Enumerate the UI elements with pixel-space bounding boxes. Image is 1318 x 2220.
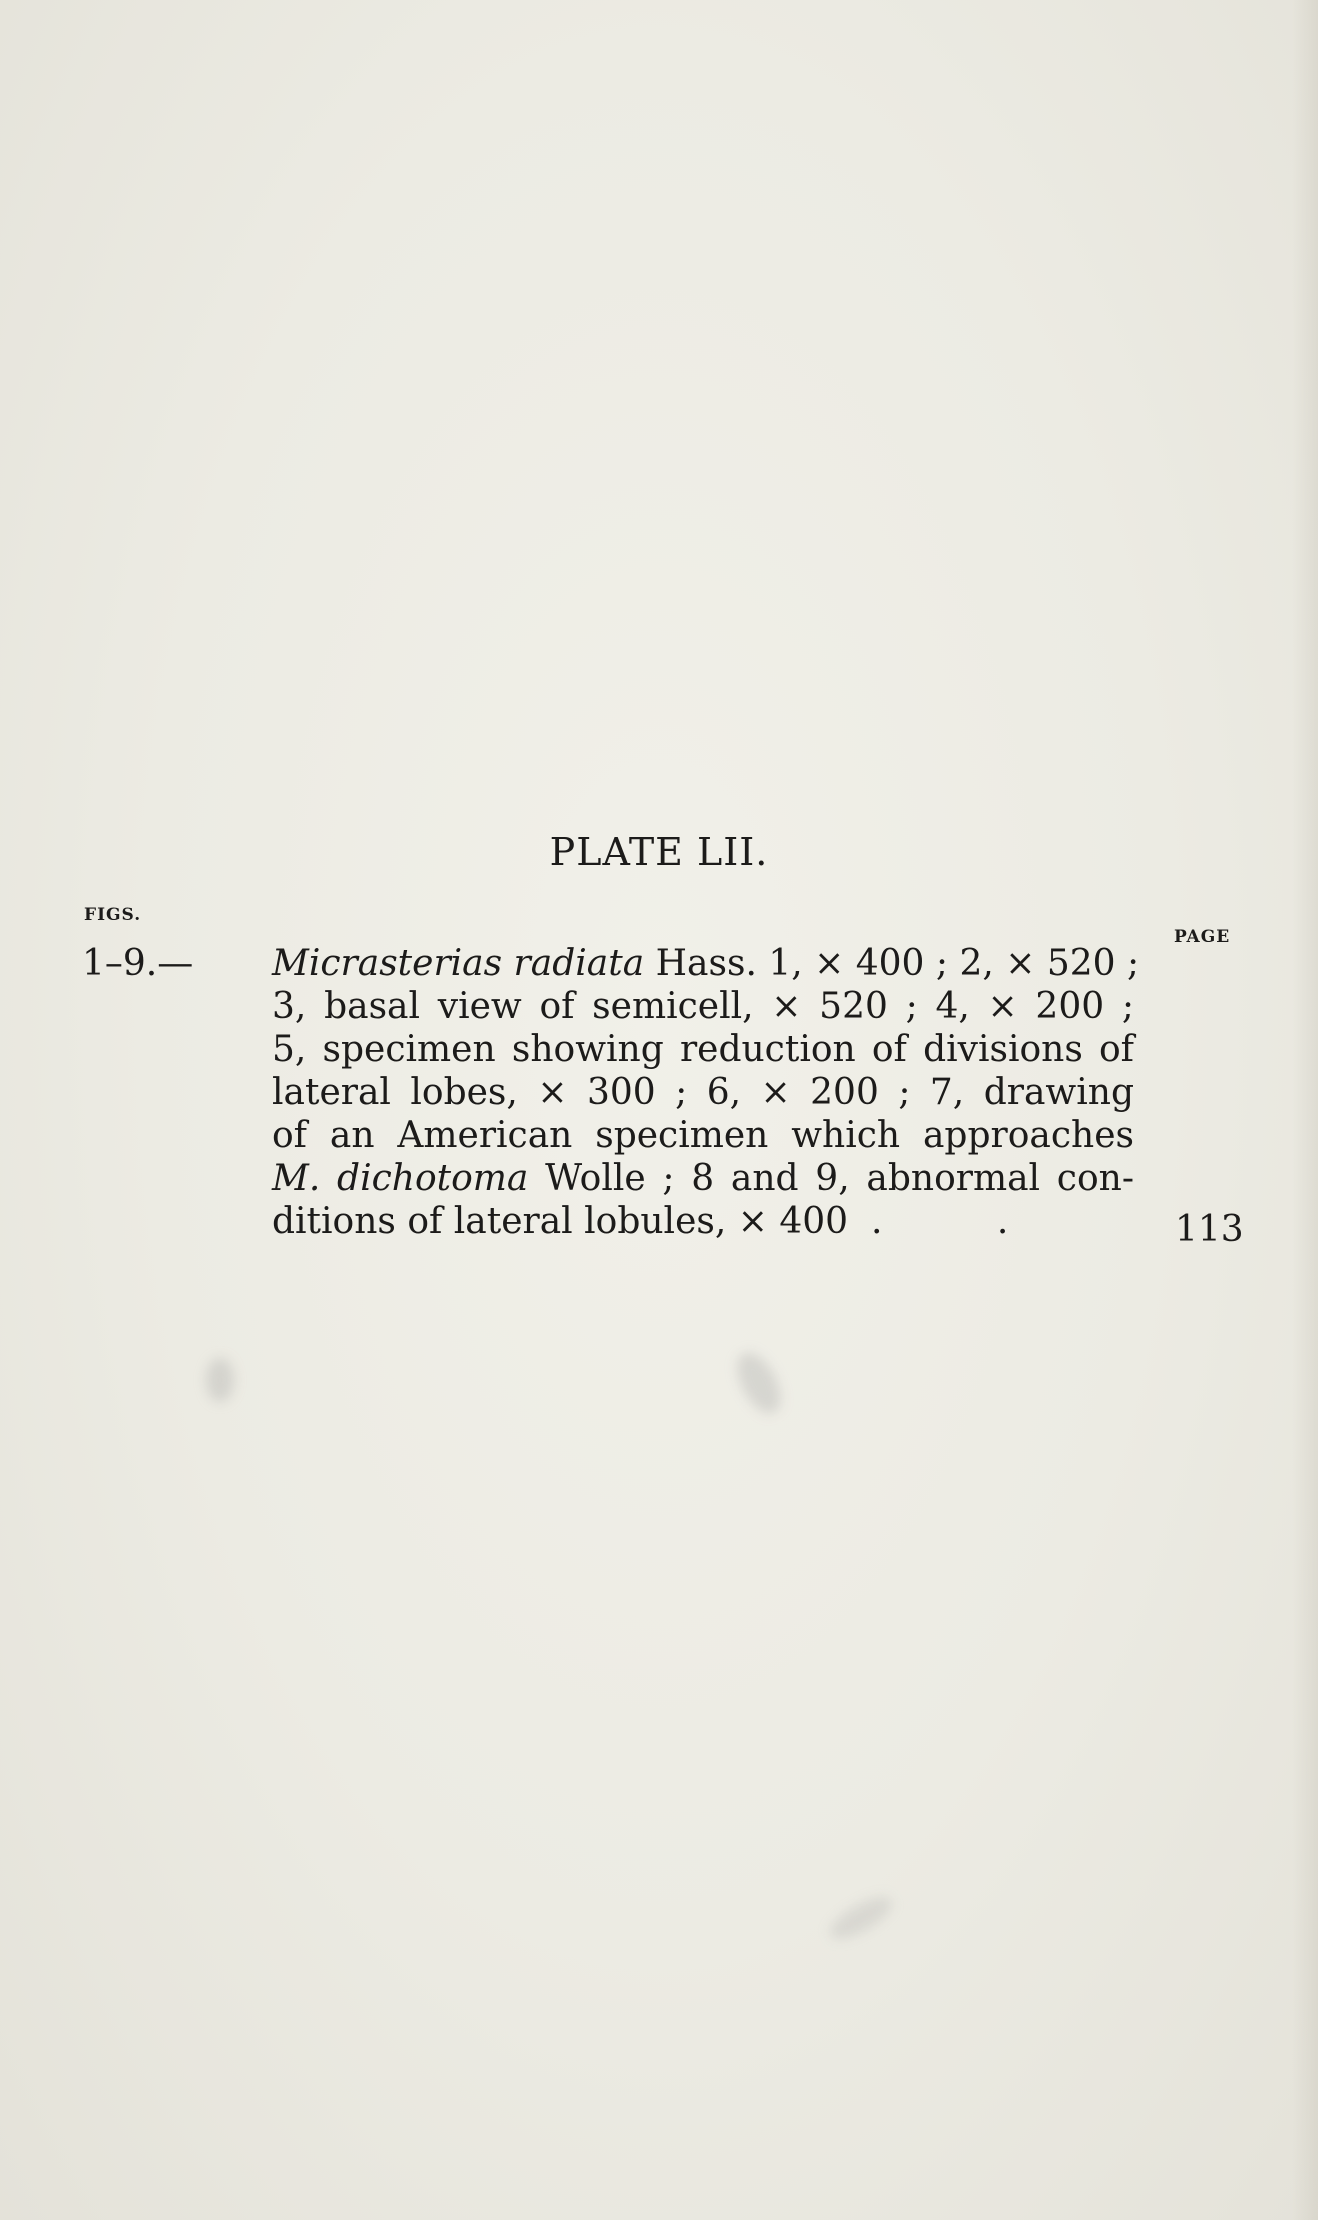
figs-column-label: FIGS.	[84, 905, 142, 925]
species-name: M. dichotoma	[272, 1158, 529, 1199]
page-column-label: PAGE	[1174, 927, 1231, 947]
paper-smudge	[728, 1346, 789, 1420]
caption-line	[272, 1157, 1134, 1200]
paper-smudge	[824, 1889, 898, 1947]
page-reference: 113	[1175, 1209, 1244, 1250]
caption-line: of an American specimen which approaches	[272, 1115, 1134, 1156]
paper-smudge	[206, 1358, 234, 1402]
caption-line	[272, 942, 1140, 985]
caption-text: ditions of lateral lobules, × 400	[272, 1201, 849, 1242]
caption-line: 5, specimen showing reduction of divisions of	[272, 1029, 1134, 1070]
caption-line: lateral lobes, × 300 ; 6, × 200 ; 7, drawing	[272, 1072, 1134, 1113]
dot-leader: . .	[848, 1201, 1009, 1242]
plate-title: PLATE LII.	[549, 830, 769, 874]
species-name: Micrasterias radiata	[272, 943, 645, 984]
figure-range: 1–9.—	[82, 943, 194, 984]
page-edge-shadow	[1292, 0, 1318, 2220]
caption-text: Wolle ; 8 and 9, abnormal con-	[528, 1158, 1134, 1199]
caption-line	[272, 1200, 1134, 1243]
figure-caption-entry	[82, 942, 1140, 1243]
caption-line: 3, basal view of semicell, × 520 ; 4, × 200 ;	[272, 986, 1134, 1027]
caption-text: Hass. 1, × 400 ; 2, × 520 ;	[644, 943, 1140, 984]
